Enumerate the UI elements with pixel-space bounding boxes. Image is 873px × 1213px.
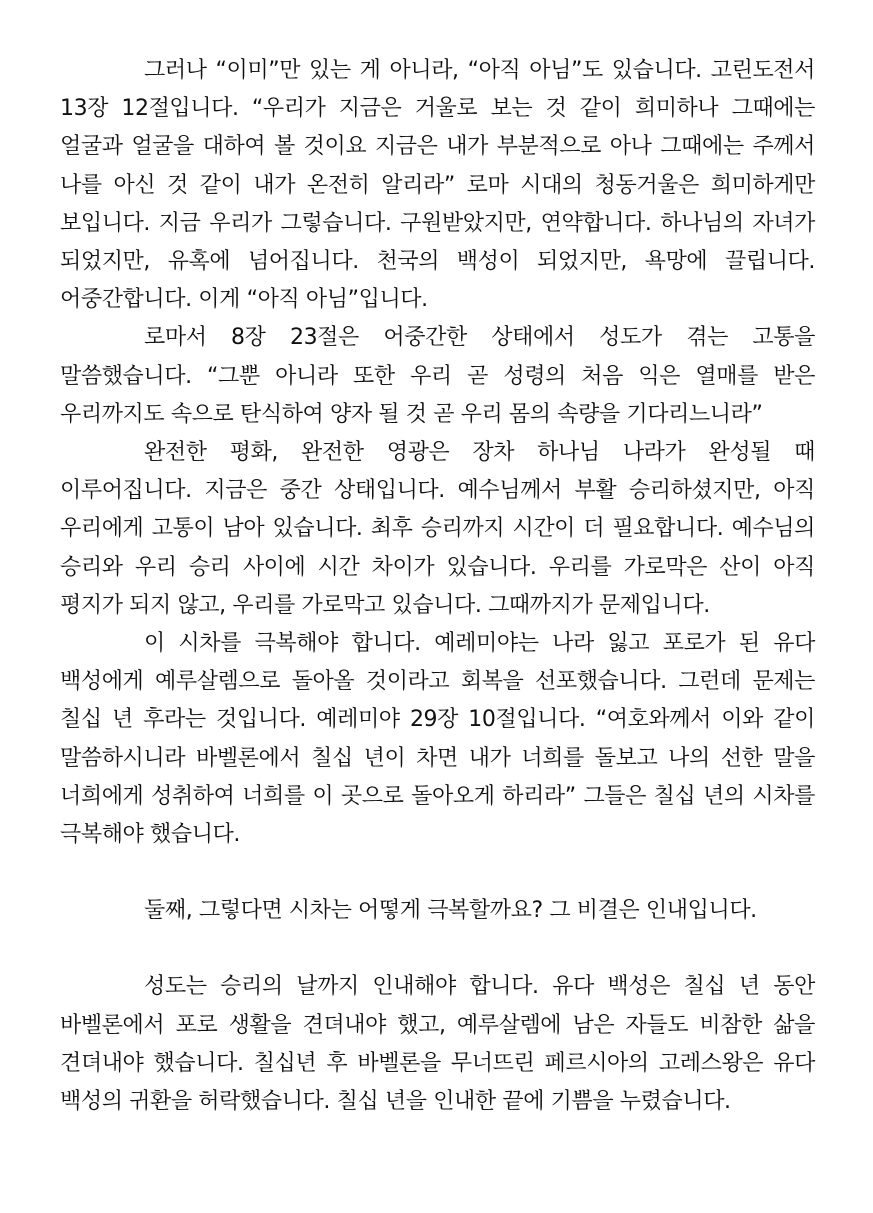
paragraph-spacer: [60, 854, 815, 892]
paragraph-already-not-yet: 그러나 “이미”만 있는 게 아니라, “아직 아님”도 있습니다. 고린도전서 13장 12절입니다. “우리가 지금은 거울로 보는 것 같이 희미하나 그때에는 얼굴과 얼굴을 대하여 볼 것이요 지금은 내가 부분적으로 아나 그때에는 주께서 나를 아신 것 같이 내가 온전히 알리라” 로마 시대의 청동거울은 희미하게만 보입니다. 지금 우리가 그렇습니다. 구원받았지만, 연약합니다. 하나님의 자녀가 되었지만, 유혹에 넘어집니다. 천국의 백성이 되었지만, 욕망에 끌립니다. 어중간합니다. 이게 “아직 아님”입니다.: [60, 58, 815, 313]
document-page: [60, 52, 815, 1121]
paragraph-perseverance: 성도는 승리의 날까지 인내해야 합니다. 유다 백성은 칠십 년 동안 바벨론에서 포로 생활을 견뎌내야 했고, 예루살렘에 남은 자들도 비참한 삶을 견뎌내야 했습니다. 칠십년 후 바벨론을 무너뜨린 페르시아의 고레스왕은 유다 백성의 귀환을 허락했습니다. 칠십 년을 인내한 끝에 기쁨을 누렸습니다.: [60, 974, 815, 1115]
paragraph-overcome-time-gap: 이 시차를 극복해야 합니다. 예레미야는 나라 잃고 포로가 된 유다 백성에게 예루살렘으로 돌아올 것이라고 회복을 선포했습니다. 그런데 문제는 칠십 년 후라는 것입니다. 예레미야 29장 10절입니다. “여호와께서 이와 같이 말씀하시니라 바벨론에서 칠십 년이 차면 내가 너희를 돌보고 나의 선한 말을 너희에게 성취하여 너희를 이 곳으로 돌아오게 하리라” 그들은 칠십 년의 시차를 극복해야 했습니다.: [60, 631, 815, 848]
paragraph-romans-8-23: 로마서 8장 23절은 어중간한 상태에서 성도가 겪는 고통을 말씀했습니다. “그뿐 아니라 또한 우리 곧 성령의 처음 익은 열매를 받은 우리까지도 속으로 탄식하여 양자 될 것 곧 우리 몸의 속량을 기다리느니라”: [60, 325, 815, 427]
paragraph-spacer: [60, 930, 815, 968]
paragraph-complete-peace: 완전한 평화, 완전한 영광은 장차 하나님 나라가 완성될 때 이루어집니다. 지금은 중간 상태입니다. 예수님께서 부활 승리하셨지만, 아직 우리에게 고통이 남아 있습니다. 최후 승리까지 시간이 더 필요합니다. 예수님의 승리와 우리 승리 사이에 시간 차이가 있습니다. 우리를 가로막은 산이 아직 평지가 되지 않고, 우리를 가로막고 있습니다. 그때까지가 문제입니다.: [60, 440, 815, 618]
section-heading-second: 둘째, 그렇다면 시차는 어떻게 극복할까요? 그 비결은 인내입니다.: [144, 898, 757, 924]
